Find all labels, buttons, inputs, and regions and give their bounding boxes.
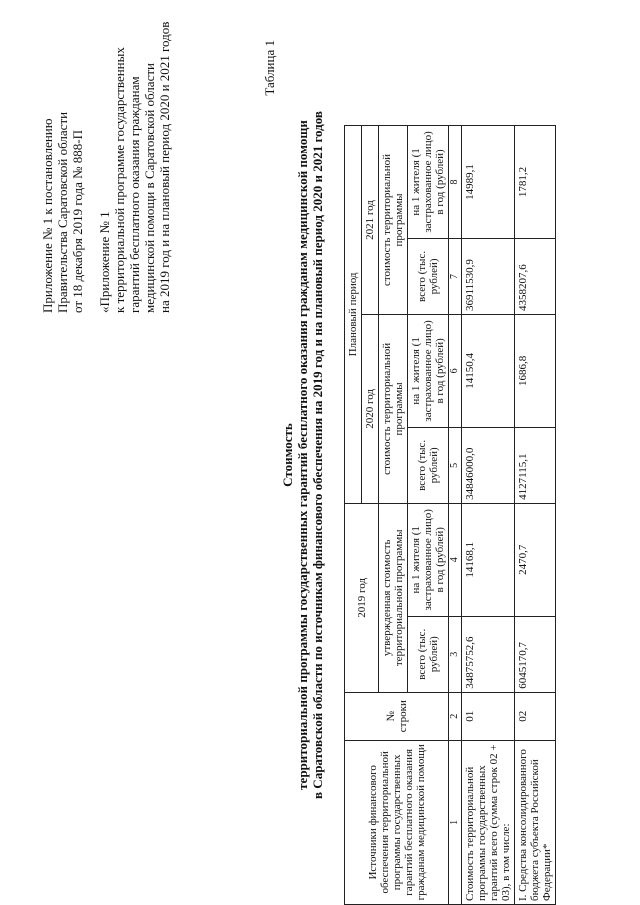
header-program-cost-2021: стоимость территориальной программы [379, 126, 408, 315]
row-number: 01 [462, 692, 515, 740]
column-index: 7 [449, 238, 462, 314]
appendix-line: Правительства Саратовской области [55, 111, 70, 313]
appendix-line: гарантий бесплатного оказания гражданам [127, 76, 142, 313]
header-year-2019: 2019 год [345, 503, 379, 692]
column-index: 5 [449, 427, 462, 503]
appendix-line: Приложение № 1 к постановлению [40, 118, 55, 313]
title-line: территориальной программы государственных гарантий бесплатного оказания гражданам медицинской помощи [295, 120, 310, 790]
row-number: 02 [515, 692, 556, 740]
cost-table [344, 125, 556, 905]
table-row [515, 126, 556, 905]
appendix-line: от 18 декабря 2019 года № 888-П [70, 129, 85, 313]
column-index: 1 [449, 740, 462, 904]
appendix-line: «Приложение № 1 [97, 211, 112, 313]
cell-2020-total: 34846000,0 [462, 427, 515, 503]
header-year-2021: 2021 год [362, 126, 379, 315]
table-number: Таблица 1 [262, 40, 277, 96]
column-index: 8 [449, 126, 462, 239]
cell-2019-per-resident: 2470,7 [515, 503, 556, 616]
column-index: 2 [449, 692, 462, 740]
column-index: 4 [449, 503, 462, 616]
column-index: 3 [449, 616, 462, 692]
column-index-row [449, 126, 462, 905]
table-row [462, 126, 515, 905]
header-row-number: № строки [345, 692, 449, 740]
header-per-resident: на 1 жителя (1 застрахованное лицо) в год (рублей) [408, 314, 449, 427]
cell-2021-per-resident: 1781,2 [515, 126, 556, 239]
appendix-line: медицинской помощи в Саратовской области [142, 63, 157, 313]
cell-2019-total: 34875752,6 [462, 616, 515, 692]
cell-2020-per-resident: 1686,8 [515, 314, 556, 427]
cell-2020-per-resident: 14150,4 [462, 314, 515, 427]
header-planned-period: Плановый период [345, 126, 362, 504]
cell-2021-per-resident: 14989,1 [462, 126, 515, 239]
header-total: всего (тыс. рублей) [408, 238, 449, 314]
title-line: в Саратовской области по источникам финансового обеспечения на 2019 год и на плановый период 2020 и 2021 годов [310, 111, 325, 799]
cell-2020-total: 4127115,1 [515, 427, 556, 503]
title-line: Стоимость [280, 423, 295, 487]
header-total: всего (тыс. рублей) [408, 427, 449, 503]
header-total: всего (тыс. рублей) [408, 616, 449, 692]
appendix-header [40, 13, 172, 313]
header-per-resident: на 1 жителя (1 застрахованное лицо) в год (рублей) [408, 126, 449, 239]
header-year-2020: 2020 год [362, 314, 379, 503]
appendix-line: к территориальной программе государственных [112, 47, 127, 313]
row-label: Стоимость территориальной программы государственных гарантий всего (сумма строк 02 + 03), в том числе: [462, 740, 515, 904]
appendix-line: на 2019 год и на плановый период 2020 и 2021 годов [157, 21, 172, 313]
document-title [280, 75, 325, 835]
cell-2019-per-resident: 14168,1 [462, 503, 515, 616]
cell-2019-total: 6045170,7 [515, 616, 556, 692]
header-per-resident: на 1 жителя (1 застрахованное лицо) в год (рублей) [408, 503, 449, 616]
header-approved-cost: утвержденная стоимость территориальной программы [379, 503, 408, 692]
header-program-cost-2020: стоимость территориальной программы [379, 314, 408, 503]
column-index: 6 [449, 314, 462, 427]
row-label: I. Средства консолидированного бюджета субъекта Российской Федерации* [515, 740, 556, 904]
cell-2021-total: 36911530,9 [462, 238, 515, 314]
header-source: Источники финансового обеспечения территориальной программы государственных гарантий бесплатного оказания гражданам медицинской помощи [345, 740, 449, 904]
cell-2021-total: 4358207,6 [515, 238, 556, 314]
